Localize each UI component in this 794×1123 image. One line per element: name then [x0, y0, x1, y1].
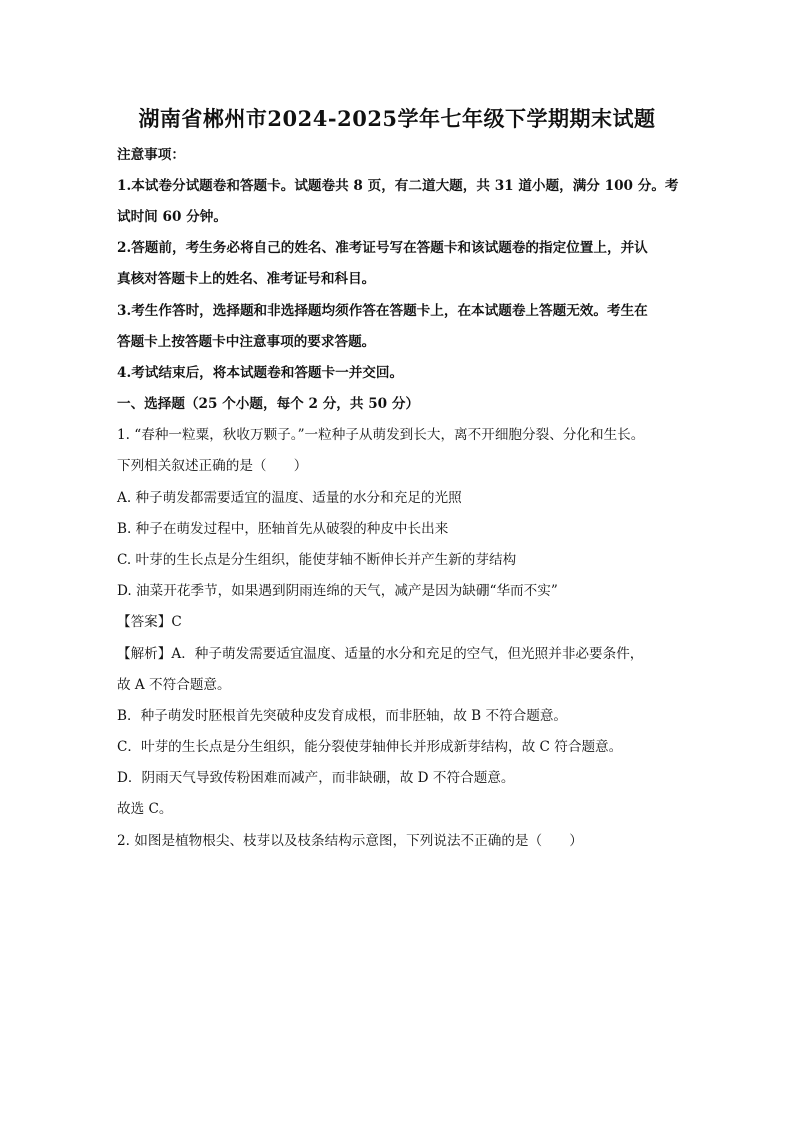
question-1-option-d: D. 油菜开花季节，如果遇到阴雨连绵的天气，减产是因为缺硼“华而不实”: [117, 583, 558, 599]
notice-line: 答题卡上按答题卡中注意事项的要求答题。: [117, 334, 376, 350]
exam-title: 湖南省郴州市2024-2025学年七年级下学期期末试题: [138, 106, 656, 131]
question-1-analysis: B．种子萌发时胚根首先突破种皮发育成根，而非胚轴，故 B 不符合题意。: [117, 708, 568, 724]
question-1-option-a: A. 种子萌发都需要适宜的温度、适量的水分和充足的光照: [117, 490, 462, 506]
question-1-answer: 【答案】C: [117, 614, 182, 630]
question-1-analysis: 故 A 不符合题意。: [117, 677, 231, 693]
notice-heading: 注意事项：: [117, 147, 185, 163]
notice-line: 试时间 60 分钟。: [117, 209, 227, 225]
notice-line: 1.本试卷分试题卷和答题卡。试题卷共 8 页，有二道大题，共 31 道小题，满分 100 分。考: [117, 178, 679, 194]
question-1-option-c: C. 叶芽的生长点是分生组织，能使芽轴不断伸长并产生新的芽结构: [117, 552, 517, 568]
notice-line: 2.答题前，考生务必将自己的姓名、准考证号写在答题卡和该试题卷的指定位置上，并认: [117, 240, 648, 256]
notice-line: 真核对答题卡上的姓名、准考证号和科目。: [117, 271, 376, 287]
notice-line: 4.考试结束后，将本试题卷和答题卡一并交回。: [117, 365, 404, 381]
question-1-analysis: D．阴雨天气导致传粉困难而减产，而非缺硼，故 D 不符合题意。: [117, 770, 515, 786]
question-2-stem: 2. 如图是植物根尖、枝芽以及枝条结构示意图，下列说法不正确的是（ ）: [117, 833, 583, 849]
question-1-analysis: C．叶芽的生长点是分生组织，能分裂使芽轴伸长并形成新芽结构，故 C 符合题意。: [117, 739, 623, 755]
question-1-analysis: 故选 C。: [117, 801, 173, 817]
question-1-option-b: B. 种子在萌发过程中，胚轴首先从破裂的种皮中长出来: [117, 521, 449, 537]
section-heading: 一、选择题（25 个小题，每个 2 分，共 50 分）: [117, 396, 420, 412]
notice-line: 3.考生作答时，选择题和非选择题均须作答在答题卡上，在本试题卷上答题无效。考生在: [117, 303, 648, 319]
question-1-stem: 1. “春种一粒粟，秋收万颗子。”一粒种子从萌发到长大，离不开细胞分裂、分化和生长。: [117, 427, 645, 443]
question-1-analysis: 【解析】A．种子萌发需要适宜温度、适量的水分和充足的空气，但光照并非必要条件，: [117, 646, 644, 662]
question-1-stem: 下列相关叙述正确的是（ ）: [117, 458, 308, 474]
